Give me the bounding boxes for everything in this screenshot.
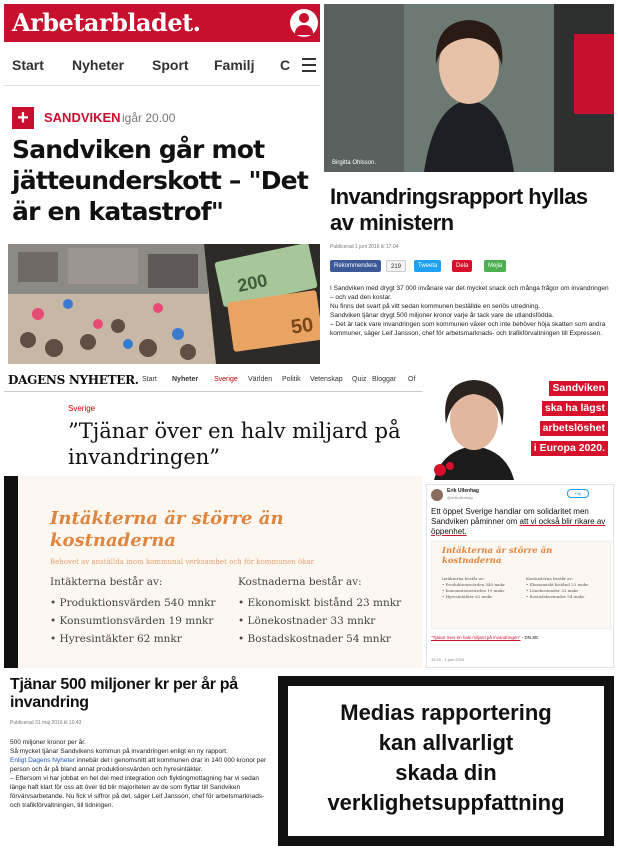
paragraph: Enligt Dagens Nyheter innebär det i genomsnitt att kommunen drar in 140 000 kronor per person och år på bland annat produktionsvärden och hyresintäkter. <box>10 757 267 773</box>
politician-portrait <box>426 368 522 480</box>
commentary-text: Medias rapportering kan allvarligt skada din verklighetsuppfattning <box>327 700 565 815</box>
main-nav <box>4 44 320 86</box>
article-headline[interactable]: Tjänar 500 miljoner kr per år på invandring <box>10 676 238 711</box>
facebook-recommend-button[interactable]: Rekommendera <box>330 260 381 272</box>
hamburger-menu-icon[interactable] <box>302 58 316 72</box>
expressen-screenshot <box>324 4 614 364</box>
income-item: • Konsumtionsvärden 19 mnkr <box>50 615 214 627</box>
media-cost-column: Kostnaderna består av: • Ekonomiskt bistånd 23 mnkr • Lönekostnader 33 mnkr • Bostadskostnader 54 mnkr <box>526 576 589 599</box>
nav-item[interactable]: Världen <box>248 376 273 383</box>
dn-logo[interactable]: DAGENS NYHETER. <box>8 373 139 387</box>
article-screenshot <box>4 672 274 848</box>
share-count: 219 <box>386 260 406 272</box>
tweet-link[interactable]: "Tjänar över en halv miljard på invandringen" - DN.SE <box>431 635 539 640</box>
masthead <box>4 4 320 42</box>
paragraph: Så mycket tjänar Sandvikens kommun på invandringen enligt en ny rapport. <box>10 748 228 755</box>
campaign-ad <box>426 368 614 480</box>
svg-text:50: 50 <box>289 313 315 339</box>
nav-item[interactable]: Politik <box>282 376 301 383</box>
article-headline[interactable]: Sandviken går mot jätteunderskott – "Det är en katastrof" <box>12 135 308 226</box>
income-item: • Produktionsvärden 540 mnkr <box>50 597 216 609</box>
paragraph: 500 miljoner kronor per år. <box>10 739 86 746</box>
ad-line: ska ha lägst <box>542 401 608 416</box>
nav-item-more[interactable]: C <box>280 57 291 73</box>
arbetarbladet-screenshot <box>4 4 320 364</box>
ad-line: i Europa 2020. <box>531 441 608 456</box>
nav-item-sport[interactable]: Sport <box>152 57 189 73</box>
nav-item-familj[interactable]: Familj <box>214 57 255 73</box>
article-body <box>10 738 272 810</box>
nav-item[interactable]: Vetenskap <box>310 376 343 383</box>
paragraph: Sandviken tjänar drygt 500 miljoner kronor varje år tack vare de utlandsfödda. <box>330 312 554 319</box>
arbetarbladet-logo[interactable]: Arbetarbladet. <box>12 8 201 37</box>
cost-item: • Ekonomiskt bistånd 23 mnkr <box>238 597 402 609</box>
dn-link[interactable]: Enligt Dagens Nyheter <box>10 757 76 764</box>
nav-item[interactable]: Start <box>142 376 157 383</box>
ad-slogan <box>518 378 608 458</box>
image-edge <box>4 476 18 668</box>
section-label[interactable]: SANDVIKEN <box>44 110 121 125</box>
infographic-title: Intäkterna är större än kostnaderna <box>50 508 284 551</box>
nav-item-nyheter[interactable]: Nyheter <box>72 57 125 73</box>
email-button[interactable]: Mejla <box>484 260 506 272</box>
article-headline[interactable]: ”Tjänar över en halv miljard på invandringen” <box>68 419 401 469</box>
cost-header: Kostnaderna består av: <box>238 576 362 588</box>
published-date: Publicerad 31 maj 2016 kl 10.43 <box>10 720 82 726</box>
nav-item[interactable]: Nyheter <box>172 376 199 383</box>
media-title: Intäkterna är större än kostnaderna <box>442 546 553 566</box>
follow-button[interactable]: Följ <box>567 489 589 498</box>
commentary-box <box>278 676 614 846</box>
cost-column <box>238 576 401 648</box>
section-kicker[interactable]: Sverige <box>68 404 96 413</box>
paragraph: – Eftersom vi har jobbat en hel del med integration och flyktingmottagning har vi sedan länge haft klart för oss att över tid blir majoriteten av de som flyttar till Sandviken förvärvsarbetande. Nu fick vi siffror på det, säger Leif Jansson, chef för arbetsmarknads- och trafikförvaltningen, till tidningen. <box>10 775 265 809</box>
income-item: • Hyresintäkter 62 mnkr <box>50 633 182 645</box>
minister-photo <box>324 4 614 172</box>
nav-item[interactable]: Sverige <box>214 376 238 383</box>
article-timestamp: igår 20.00 <box>122 111 176 125</box>
nav-item-start[interactable]: Start <box>12 57 44 73</box>
infographic-subtitle: Behovet av anställda inom kommunal verksamhet och för kommunen ökar <box>50 558 314 566</box>
photo-caption: Birgitta Ohlsson. <box>332 160 377 166</box>
nav-item[interactable]: Bloggar <box>372 376 397 383</box>
dagens-nyheter-screenshot <box>4 368 422 668</box>
media-income-column: Intäkterna består av: • Produktionsvärden 540 mnkr • Konsumtionsvärden 19 mnkr • Hyresintäkter 62 mnkr <box>442 576 506 599</box>
share-button[interactable]: Dela <box>452 260 472 272</box>
paragraph: Nu finns det svart på vitt sedan kommunen beställde en seriös utredning. <box>330 303 540 310</box>
article-headline[interactable]: Invandringsrapport hyllas av ministern <box>330 184 588 235</box>
ad-line: Sandviken <box>549 381 608 396</box>
article-body <box>330 284 610 338</box>
tweet-underlined-text: att vi också blir rikare av öppenhet. <box>431 517 606 536</box>
income-header: Intäkterna består av: <box>50 576 163 588</box>
tweet-handle[interactable]: @erikullenhag <box>447 495 473 500</box>
published-date: Publicerad 1 juni 2016 kl 17.04 <box>330 244 399 250</box>
nav-item[interactable]: Of <box>408 376 416 383</box>
avatar[interactable] <box>431 489 443 501</box>
nav-item[interactable]: Quiz <box>352 376 367 383</box>
tweet-timestamp[interactable]: 15:20 - 1 juni 2016 <box>431 657 465 662</box>
cost-item: • Bostadskostnader 54 mnkr <box>238 633 391 645</box>
user-icon[interactable] <box>290 9 318 37</box>
paragraph: I Sandviken med drygt 37 000 invånare var det mycket snack och många frågor om invandringen – och vad den kostar. <box>330 285 609 301</box>
svg-text:200: 200 <box>235 270 270 296</box>
ad-line: arbetslöshet <box>540 421 608 436</box>
plus-icon: + <box>12 107 34 129</box>
tweet-username[interactable]: Erik Ullenhag <box>447 488 479 494</box>
cost-item: • Lönekostnader 33 mnkr <box>238 615 376 627</box>
tweet-media[interactable] <box>431 541 611 629</box>
tweet-button[interactable]: Tweeta <box>414 260 441 272</box>
paragraph: – Det är tack vare invandringen som kommunen växer och inte behöver höja skatten som andra kommuner, säger Leif Jansson, chef för arbetsmarknads- och trafikförvaltningen till Expressen. <box>330 321 606 337</box>
dn-topbar <box>4 368 422 392</box>
article-photo <box>8 244 320 364</box>
tweet-text: Ett öppet Sverige handlar om solidaritet men Sandviken påminner om att vi också blir rikare av öppenhet. <box>431 507 606 536</box>
tweet-card <box>426 484 614 668</box>
income-column <box>50 576 216 648</box>
commentary-inner <box>288 686 604 836</box>
